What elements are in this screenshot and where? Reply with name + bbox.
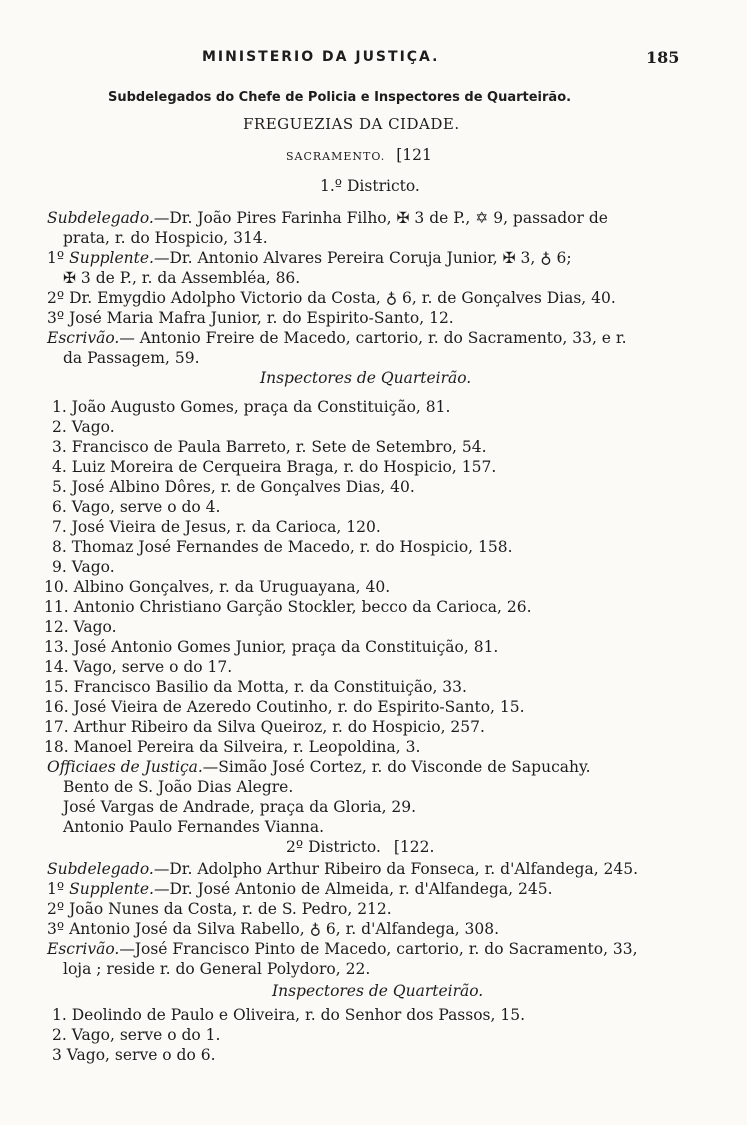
supplente-label: Supplente.: [69, 880, 154, 898]
supplente-number: 1º: [47, 249, 65, 267]
page-number: 185: [646, 48, 680, 67]
parish-line: [286, 146, 432, 166]
subdelegado-text: —Dr. Adolpho Arthur Ribeiro da Fonseca, r. d'Alfandega, 245.: [153, 860, 639, 878]
list-item: 8. Thomaz José Fernandes de Macedo, r. do Hospicio, 158.: [52, 538, 513, 556]
list-item: 12. Vago.: [44, 618, 117, 636]
d1-supplente-1-cont: ✠ 3 de P., r. da Assembléa, 86.: [63, 269, 301, 287]
list-item: 6. Vago, serve o do 4.: [52, 498, 221, 516]
list-item: 2. Vago.: [52, 418, 115, 436]
d1-subdelegado: [47, 209, 608, 228]
list-item: 17. Arthur Ribeiro da Silva Queiroz, r. do Hospicio, 257.: [44, 718, 485, 736]
list-item: 16. José Vieira de Azeredo Coutinho, r. do Espirito-Santo, 15.: [44, 698, 525, 716]
section-title: Subdelegados do Chefe de Policia e Inspectores de Quarteirão.: [108, 90, 572, 105]
d2-escrivao-cont: loja ; reside r. do General Polydoro, 22.: [63, 960, 371, 978]
officiaes-text: —Simão José Cortez, r. do Visconde de Sapucahy.: [202, 758, 591, 776]
list-item: 10. Albino Gonçalves, r. da Uruguayana, 40.: [44, 578, 391, 596]
d1-officiaes-item: Antonio Paulo Fernandes Vianna.: [63, 818, 325, 836]
list-item: 4. Luiz Moreira de Cerqueira Braga, r. do Hospicio, 157.: [52, 458, 497, 476]
d1-supplente-1: [47, 249, 572, 268]
list-item: 7. José Vieira de Jesus, r. da Carioca, 120.: [52, 518, 381, 536]
subdelegado-label: Subdelegado.: [47, 209, 154, 227]
d2-subdelegado: [47, 860, 638, 879]
supplente-label: Supplente.: [69, 249, 154, 267]
list-item: 5. José Albino Dôres, r. de Gonçalves Dias, 40.: [52, 478, 415, 496]
d1-supplente-2: 2º Dr. Emygdio Adolpho Victorio da Costa, ♁ 6, r. de Gonçalves Dias, 40.: [47, 289, 616, 307]
district-2-title: [286, 838, 434, 857]
list-item: 9. Vago.: [52, 558, 115, 576]
list-item: 1. Deolindo de Paulo e Oliveira, r. do Senhor dos Passos, 15.: [52, 1006, 526, 1024]
list-item: 18. Manoel Pereira da Silveira, r. Leopoldina, 3.: [44, 738, 421, 756]
subdelegado-label: Subdelegado.: [47, 860, 154, 878]
list-item: 2. Vago, serve o do 1.: [52, 1026, 221, 1044]
escrivao-text: —José Francisco Pinto de Macedo, cartorio, r. do Sacramento, 33,: [119, 940, 638, 958]
parish-name: SACRAMENTO.: [286, 150, 386, 163]
d2-inspectores-title: Inspectores de Quarteirão.: [272, 982, 484, 1000]
list-item: 15. Francisco Basilio da Motta, r. da Constituição, 33.: [44, 678, 467, 696]
d1-inspectores-title: Inspectores de Quarteirão.: [260, 369, 472, 387]
d2-supplente-3: 3º Antonio José da Silva Rabello, ♁ 6, r. d'Alfandega, 308.: [47, 920, 500, 938]
subdelegado-text: —Dr. João Pires Farinha Filho, ✠ 3 de P., ✡ 9, passador de: [153, 209, 608, 227]
supplente-number: 1º: [47, 880, 65, 898]
list-item: 3 Vago, serve o do 6.: [52, 1046, 216, 1064]
d1-officiaes: [47, 758, 591, 777]
running-title: MINISTERIO DA JUSTIÇA.: [202, 49, 440, 65]
list-item: 1. João Augusto Gomes, praça da Constituição, 81.: [52, 398, 451, 416]
supplente-text: —Dr. José Antonio de Almeida, r. d'Alfandega, 245.: [153, 880, 553, 898]
d1-escrivao-cont: da Passagem, 59.: [63, 349, 200, 367]
district-1-title: 1.º Districto.: [320, 177, 420, 195]
list-item: 13. José Antonio Gomes Junior, praça da Constituição, 81.: [44, 638, 499, 656]
d2-supplente-1: [47, 880, 553, 899]
d1-escrivao: [47, 329, 627, 348]
d1-officiaes-item: José Vargas de Andrade, praça da Gloria, 29.: [63, 798, 417, 816]
d1-officiaes-item: Bento de S. João Dias Alegre.: [63, 778, 294, 796]
subsection-title: FREGUEZIAS DA CIDADE.: [243, 115, 460, 133]
d2-escrivao: [47, 940, 638, 959]
list-item: 3. Francisco de Paula Barreto, r. Sete de Setembro, 54.: [52, 438, 487, 456]
officiaes-label: Officiaes de Justiça.: [47, 758, 203, 776]
supplente-text: —Dr. Antonio Alvares Pereira Coruja Junior, ✠ 3, ♁ 6;: [153, 249, 572, 267]
district-2-title-text: 2º Districto.: [286, 838, 381, 856]
parish-ref: [121: [396, 146, 432, 164]
escrivao-label: Escrivão.: [47, 940, 120, 958]
district-2-ref: [122.: [393, 838, 435, 856]
escrivao-label: Escrivão.: [47, 329, 120, 347]
list-item: 14. Vago, serve o do 17.: [44, 658, 233, 676]
list-item: 11. Antonio Christiano Garção Stockler, becco da Carioca, 26.: [44, 598, 532, 616]
d1-supplente-3: 3º José Maria Mafra Junior, r. do Espirito-Santo, 12.: [47, 309, 454, 327]
d2-supplente-2: 2º João Nunes da Costa, r. de S. Pedro, 212.: [47, 900, 392, 918]
d1-subdelegado-cont: prata, r. do Hospicio, 314.: [63, 229, 268, 247]
escrivao-text: — Antonio Freire de Macedo, cartorio, r. do Sacramento, 33, e r.: [119, 329, 627, 347]
